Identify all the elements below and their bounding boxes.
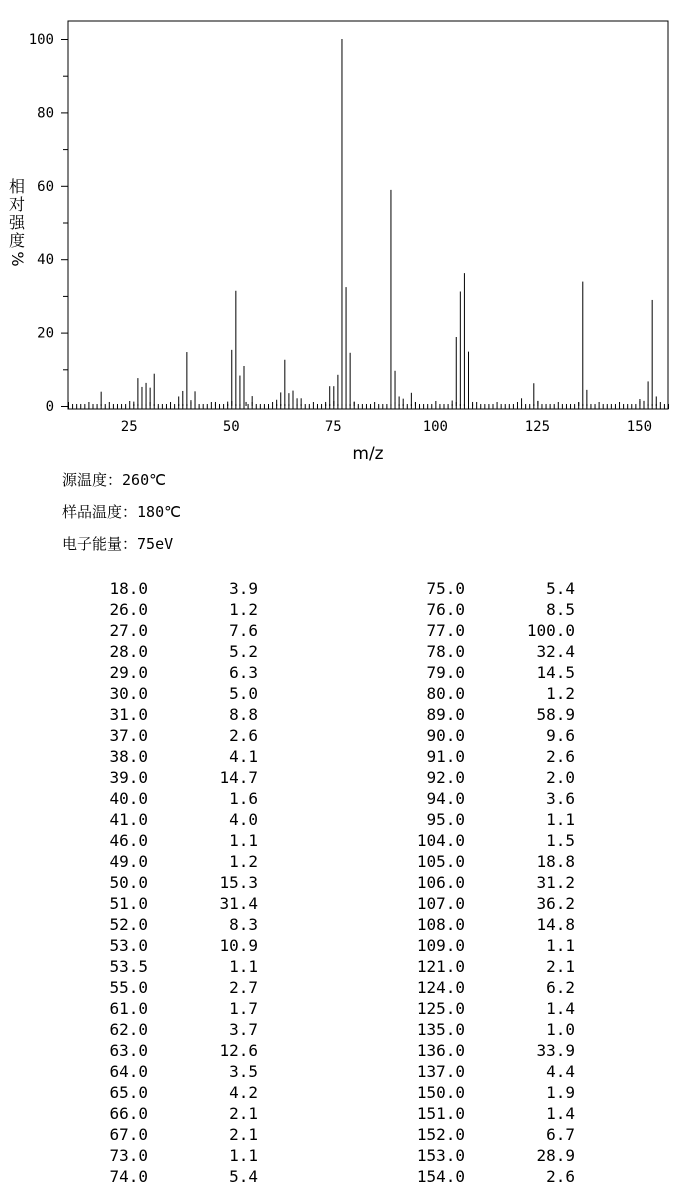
intensity-cell: 32.4 — [536, 642, 575, 661]
intensity-cell: 100.0 — [526, 621, 575, 640]
y-tick-label: 80 — [37, 105, 54, 122]
intensity-cell: 14.7 — [219, 768, 258, 787]
mz-cell: 121.0 — [416, 957, 465, 976]
intensity-cell: 3.7 — [229, 1020, 258, 1039]
y-axis-label-char: % — [8, 251, 27, 267]
mz-cell: 27.0 — [109, 621, 148, 640]
mz-cell: 137.0 — [416, 1062, 465, 1081]
intensity-cell: 1.1 — [546, 936, 575, 955]
intensity-cell: 9.6 — [546, 726, 575, 745]
mz-cell: 62.0 — [109, 1020, 148, 1039]
mz-cell: 107.0 — [416, 894, 465, 913]
x-tick-label: 75 — [324, 419, 342, 435]
mz-cell: 37.0 — [109, 726, 148, 745]
intensity-cell: 8.5 — [546, 600, 575, 619]
sample-temperature-label: 样品温度： — [62, 503, 138, 521]
intensity-cell: 6.3 — [229, 663, 258, 682]
mz-cell: 66.0 — [109, 1104, 148, 1123]
intensity-cell: 1.7 — [229, 999, 258, 1018]
intensity-cell: 2.1 — [546, 957, 575, 976]
y-axis-label-char: 相 — [8, 177, 26, 196]
intensity-cell: 1.2 — [229, 600, 258, 619]
mz-cell: 52.0 — [109, 915, 148, 934]
mz-cell: 109.0 — [416, 936, 465, 955]
mz-cell: 51.0 — [109, 894, 148, 913]
y-tick-label: 40 — [37, 252, 54, 269]
x-tick-label: 25 — [120, 419, 138, 435]
y-tick-label: 60 — [37, 178, 54, 195]
mz-cell: 78.0 — [426, 642, 465, 661]
intensity-cell: 4.4 — [546, 1062, 575, 1081]
mz-cell: 92.0 — [426, 768, 465, 787]
intensity-cell: 14.5 — [536, 663, 575, 682]
mz-cell: 65.0 — [109, 1083, 148, 1102]
intensity-cell: 15.3 — [219, 873, 258, 892]
intensity-cell: 3.9 — [229, 579, 258, 598]
intensity-cell: 2.0 — [546, 768, 575, 787]
intensity-cell: 3.5 — [229, 1062, 258, 1081]
y-tick-label: 100 — [28, 32, 54, 48]
mz-cell: 38.0 — [109, 747, 148, 766]
intensity-cell: 1.2 — [546, 684, 575, 703]
intensity-cell: 1.1 — [546, 810, 575, 829]
source-temperature — [62, 469, 166, 490]
mz-cell: 104.0 — [416, 831, 465, 850]
y-axis-label-char: 度 — [8, 231, 26, 250]
intensity-cell: 1.2 — [229, 852, 258, 871]
mz-cell: 61.0 — [109, 999, 148, 1018]
intensity-cell: 5.4 — [229, 1167, 258, 1186]
plot-frame — [68, 21, 668, 409]
mz-cell: 108.0 — [416, 915, 465, 934]
intensity-cell: 1.1 — [229, 831, 258, 850]
mz-cell: 39.0 — [109, 768, 148, 787]
intensity-cell: 7.6 — [229, 621, 258, 640]
mz-cell: 136.0 — [416, 1041, 465, 1060]
mz-cell: 64.0 — [109, 1062, 148, 1081]
electron-energy — [62, 533, 173, 554]
mz-cell: 125.0 — [416, 999, 465, 1018]
x-axis-label: m/z — [352, 444, 384, 464]
intensity-cell: 8.8 — [229, 705, 258, 724]
mz-cell: 55.0 — [109, 978, 148, 997]
mz-cell: 31.0 — [109, 705, 148, 724]
intensity-cell: 33.9 — [536, 1041, 575, 1060]
intensity-cell: 8.3 — [229, 915, 258, 934]
mz-cell: 29.0 — [109, 663, 148, 682]
mz-cell: 91.0 — [426, 747, 465, 766]
mz-cell: 73.0 — [109, 1146, 148, 1165]
intensity-cell: 2.7 — [229, 978, 258, 997]
y-tick-label: 20 — [37, 325, 54, 342]
x-tick-label: 100 — [422, 419, 448, 435]
mz-cell: 50.0 — [109, 873, 148, 892]
source-temperature-value: 260℃ — [122, 471, 166, 489]
mz-cell: 53.5 — [109, 957, 148, 976]
axis-ticks — [29, 32, 669, 435]
mz-cell: 75.0 — [426, 579, 465, 598]
mz-cell: 74.0 — [109, 1167, 148, 1186]
intensity-cell: 1.5 — [546, 831, 575, 850]
intensity-cell: 28.9 — [536, 1146, 575, 1165]
intensity-cell: 4.2 — [229, 1083, 258, 1102]
intensity-cell: 2.1 — [229, 1125, 258, 1144]
spectrum-peaks — [101, 39, 656, 406]
mz-cell: 106.0 — [416, 873, 465, 892]
sample-temperature-value: 180℃ — [137, 503, 181, 521]
intensity-cell: 18.8 — [536, 852, 575, 871]
mz-cell: 41.0 — [109, 810, 148, 829]
mz-cell: 67.0 — [109, 1125, 148, 1144]
mz-cell: 151.0 — [416, 1104, 465, 1123]
mz-cell: 124.0 — [416, 978, 465, 997]
intensity-cell: 5.2 — [229, 642, 258, 661]
intensity-cell: 5.4 — [546, 579, 575, 598]
intensity-cell: 1.1 — [229, 957, 258, 976]
mz-cell: 80.0 — [426, 684, 465, 703]
x-tick-label: 150 — [626, 419, 653, 435]
mz-cell: 63.0 — [109, 1041, 148, 1060]
y-axis-label-char: 强 — [8, 213, 26, 232]
mz-cell: 152.0 — [416, 1125, 465, 1144]
intensity-cell: 2.6 — [546, 1167, 575, 1186]
mz-cell: 94.0 — [426, 789, 465, 808]
intensity-cell: 1.4 — [546, 999, 575, 1018]
electron-energy-label: 电子能量： — [62, 535, 138, 553]
mz-cell: 95.0 — [426, 810, 465, 829]
intensity-cell: 58.9 — [536, 705, 575, 724]
intensity-cell: 1.9 — [546, 1083, 575, 1102]
intensity-cell: 2.6 — [229, 726, 258, 745]
intensity-cell: 4.1 — [229, 747, 258, 766]
intensity-cell: 1.0 — [546, 1020, 575, 1039]
intensity-cell: 6.7 — [546, 1125, 575, 1144]
mz-cell: 30.0 — [109, 684, 148, 703]
mz-cell: 49.0 — [109, 852, 148, 871]
intensity-cell: 4.0 — [229, 810, 258, 829]
y-axis-label — [8, 177, 27, 267]
y-axis-label-char: 对 — [8, 195, 26, 214]
mz-cell: 105.0 — [416, 852, 465, 871]
mz-cell: 77.0 — [426, 621, 465, 640]
intensity-cell: 31.4 — [219, 894, 258, 913]
y-tick-label: 0 — [45, 399, 54, 415]
intensity-cell: 1.1 — [229, 1146, 258, 1165]
intensity-cell: 36.2 — [536, 894, 575, 913]
intensity-cell: 5.0 — [229, 684, 258, 703]
mz-cell: 40.0 — [109, 789, 148, 808]
x-tick-label: 50 — [222, 419, 240, 435]
mz-cell: 89.0 — [426, 705, 465, 724]
mz-cell: 150.0 — [416, 1083, 465, 1102]
electron-energy-value: 75eV — [137, 535, 174, 553]
mz-cell: 26.0 — [109, 600, 148, 619]
x-tick-label: 125 — [524, 419, 551, 435]
intensity-cell: 12.6 — [219, 1041, 258, 1060]
mass-spectrum-chart — [0, 0, 681, 470]
mz-cell: 46.0 — [109, 831, 148, 850]
mz-cell: 53.0 — [109, 936, 148, 955]
mz-cell: 79.0 — [426, 663, 465, 682]
intensity-cell: 2.1 — [229, 1104, 258, 1123]
intensity-cell: 6.2 — [546, 978, 575, 997]
mz-cell: 76.0 — [426, 600, 465, 619]
intensity-cell: 1.6 — [229, 789, 258, 808]
source-temperature-label: 源温度： — [62, 471, 123, 489]
intensity-cell: 1.4 — [546, 1104, 575, 1123]
mz-cell: 135.0 — [416, 1020, 465, 1039]
intensity-cell: 31.2 — [536, 873, 575, 892]
intensity-cell: 10.9 — [219, 936, 258, 955]
mz-cell: 28.0 — [109, 642, 148, 661]
intensity-cell: 14.8 — [536, 915, 575, 934]
sample-temperature — [62, 501, 181, 522]
mz-cell: 90.0 — [426, 726, 465, 745]
mz-cell: 153.0 — [416, 1146, 465, 1165]
mz-cell: 18.0 — [109, 579, 148, 598]
mz-cell: 154.0 — [416, 1167, 465, 1186]
intensity-cell: 2.6 — [546, 747, 575, 766]
intensity-cell: 3.6 — [546, 789, 575, 808]
